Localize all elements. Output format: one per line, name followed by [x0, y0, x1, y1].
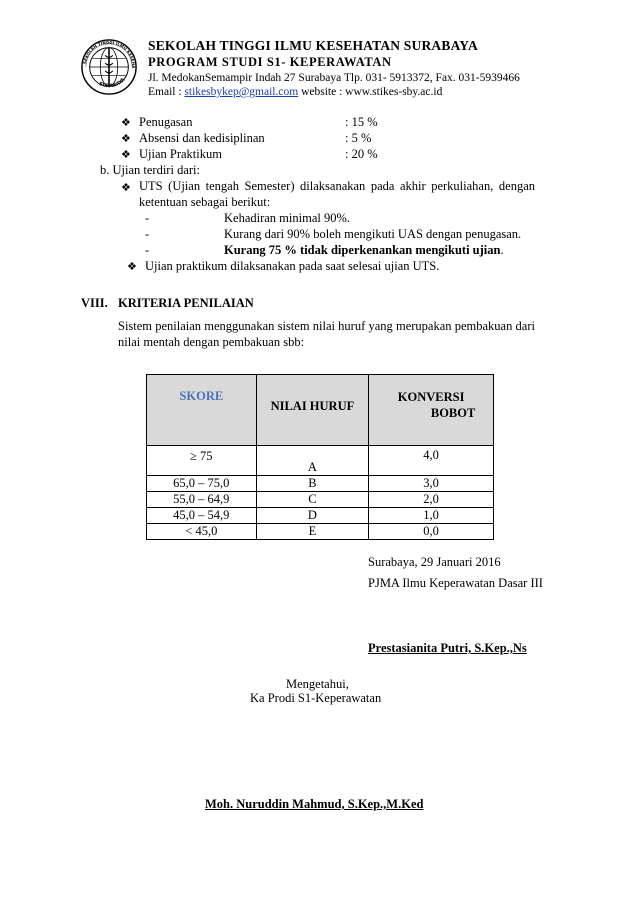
signer-name: Prestasianita Putri, S.Kep.,Ns	[368, 641, 527, 655]
table-header-row	[147, 375, 494, 446]
section-number: VIII.	[81, 296, 108, 310]
table-row: 55,0 – 64,9 C 2,0	[147, 492, 494, 508]
place-date: Surabaya, 29 Januari 2016	[368, 555, 501, 569]
diamond-bullet-icon: ❖	[121, 117, 131, 129]
rule-text: Kurang dari 90% boleh mengikuti UAS dengan penugasan.	[224, 227, 522, 241]
institution-name: SEKOLAH TINGGI ILMU KESEHATAN SURABAYA	[148, 38, 478, 53]
weight-value: : 15 %	[345, 115, 378, 129]
weight-value: : 20 %	[345, 147, 378, 161]
rule-text: Kehadiran minimal 90%.	[224, 211, 351, 225]
rule-dash: -	[145, 211, 150, 225]
uts-text: UTS (Ujian tengah Semester) dilaksanakan pada akhir perkuliahan, dengan	[139, 179, 535, 193]
uts-text-cont: ketentuan sebagai berikut:	[139, 195, 271, 209]
rule-dash: -	[145, 243, 150, 257]
col-header-skore: SKORE	[147, 375, 257, 446]
diamond-bullet-icon: ❖	[121, 182, 131, 194]
diamond-bullet-icon: ❖	[127, 261, 137, 273]
list-item: ❖ Ujian Praktikum	[121, 147, 222, 161]
svg-text:SEKOLAH TINGGI ILMU KESEHATAN: SEKOLAH TINGGI ILMU KESEHA	[81, 39, 137, 69]
section-title: KRITERIA PENILAIAN	[118, 296, 254, 310]
list-item: ❖ Penugasan	[121, 115, 193, 129]
grade-table	[146, 374, 494, 540]
col-header-nilai-huruf: NILAI HURUF	[256, 375, 369, 446]
section-intro-cont: nilai mentah dengan pembakuan sbb:	[118, 335, 305, 349]
institution-logo	[80, 38, 138, 96]
table-row: 65,0 – 75,0 B 3,0	[147, 476, 494, 492]
table-row: < 45,0 E 0,0	[147, 524, 494, 540]
contact-line: Email : stikesbykep@gmail.com website : www.stikes-sby.ac.id	[148, 86, 443, 98]
section-intro: Sistem penilaian menggunakan sistem nilai huruf yang merupakan pembakuan dari	[118, 319, 535, 333]
address: Jl. MedokanSemampir Indah 27 Surabaya Tlp. 031- 5913372, Fax. 031-5939466	[148, 72, 520, 84]
email-link[interactable]: stikesbykep@gmail.com	[184, 86, 299, 98]
head-role: Ka Prodi S1-Keperawatan	[250, 691, 382, 705]
col-header-konversi: KONVERSI BOBOT	[369, 375, 494, 446]
exam-heading: b. Ujian terdiri dari:	[100, 163, 200, 177]
weight-value: : 5 %	[345, 131, 372, 145]
rule-text: Kurang 75 % tidak diperkenankan mengikuti ujian.	[224, 243, 504, 257]
rule-dash: -	[145, 227, 150, 241]
program-name: PROGRAM STUDI S1- KEPERAWATAN	[148, 55, 392, 69]
head-name: Moh. Nuruddin Mahmud, S.Kep.,M.Ked	[205, 797, 424, 811]
signer-role: PJMA Ilmu Keperawatan Dasar III	[368, 576, 543, 590]
diamond-bullet-icon: ❖	[121, 149, 131, 161]
list-item: ❖ Ujian praktikum dilaksanakan pada saat selesai ujian UTS.	[127, 259, 440, 273]
acknowledged-label: Mengetahui,	[286, 677, 349, 691]
diamond-bullet-icon: ❖	[121, 133, 131, 145]
table-row: ≥ 75 A 4,0	[147, 446, 494, 476]
list-item: ❖ Absensi dan kedisiplinan	[121, 131, 265, 145]
table-row: 45,0 – 54,9 D 1,0	[147, 508, 494, 524]
svg-text:SURABAYA: SURABAYA	[97, 77, 127, 90]
